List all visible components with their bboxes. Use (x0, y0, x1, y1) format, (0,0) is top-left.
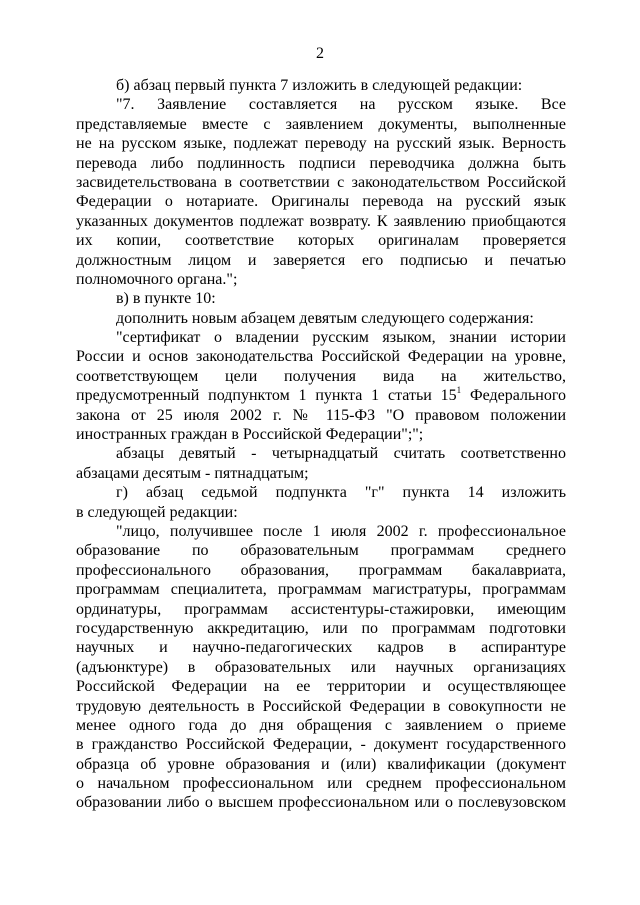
text-line: предусмотренный подпунктом 1 пункта 1 статьи $15^1$ Федерального (76, 384, 566, 405)
text-line: менее одного года до дня обращения с заявлением о приеме (76, 716, 566, 734)
text-line: полномочного органа."; (76, 270, 238, 288)
text-line: государственную аккредитацию, или по программам подготовки (76, 619, 566, 637)
text-line: в следующей редакции: (76, 503, 238, 521)
text-line: России и основ законодательства Российской Федерации на уровне, (76, 348, 566, 366)
text-line: образование по образовательным программам среднего (76, 542, 566, 560)
text-line: их копии, соответствие которых оригиналам проверяется (76, 232, 566, 250)
text-line: перевода либо подлинность подписи переводчика должна быть (76, 154, 566, 172)
text-line: (адъюнктуре) в образовательных или научных организациях (76, 658, 566, 676)
text-line: закона от 25 июля 2002 г. № 115-ФЗ "О правовом положении (76, 406, 566, 424)
text-line: иностранных граждан в Российской Федерации";"; (76, 426, 424, 444)
text-line: о начальном профессиональном или среднем профессиональном (76, 775, 566, 793)
text-line: "7. Заявление составляется на русском языке. Все (116, 96, 566, 114)
text-line: абзацы девятый - четырнадцатый считать соответственно (116, 445, 566, 463)
text-line: "лицо, получившее после 1 июля 2002 г. профессиональное (116, 522, 566, 540)
text-line: абзацами десятым - пятнадцатым; (76, 464, 309, 482)
text-line: представляемые вместе с заявлением документы, выполненные (76, 115, 566, 133)
text-line: б) абзац первый пункта 7 изложить в следующей редакции: (116, 77, 523, 94)
text-line: соответствующем цели получения вида на жительство, (76, 367, 566, 385)
text-line: трудовую деятельность в Российской Федерации в совокупности не (76, 697, 566, 715)
footnote-superscript: 1 (456, 384, 462, 395)
text-line: в гражданство Российской Федерации, - документ государственного (76, 736, 566, 754)
text-line: в) в пункте 10: (116, 290, 216, 308)
text-line: образца об уровне образования и (или) квалификации (документ (76, 755, 566, 773)
text-line: программам специалитета, программам магистратуры, программам (76, 581, 566, 599)
text-line: дополнить новым абзацем девятым следующего содержания: (116, 309, 534, 327)
text-line: образовании либо о высшем профессиональном или о послевузовском (76, 794, 566, 812)
text-line: должностным лицом и заверяется его подписью и печатью (76, 251, 566, 269)
text-line: Федерации о нотариате. Оригиналы перевода на русский язык (76, 193, 566, 211)
text-line: не на русском языке, подлежат переводу на русский язык. Верность (76, 135, 566, 153)
text-line: указанных документов подлежат возврату. К заявлению приобщаются (76, 212, 566, 230)
text-line: Российской Федерации на ее территории и осуществляющее (76, 678, 566, 696)
text-line: засвидетельствована в соответствии с законодательством Российской (76, 173, 566, 191)
text-line: научных и научно-педагогических кадров в аспирантуре (76, 639, 566, 657)
document-body (76, 76, 566, 813)
page-number: 2 (316, 45, 324, 62)
text-line: ординатуры, программам ассистентуры-стажировки, имеющим (76, 600, 566, 618)
text-line: г) абзац седьмой подпункта "г" пункта 14 изложить (116, 484, 566, 502)
text-line: профессионального образования, программам бакалавриата, (76, 561, 566, 579)
text-line: "сертификат о владении русским языком, знании истории (116, 329, 566, 347)
